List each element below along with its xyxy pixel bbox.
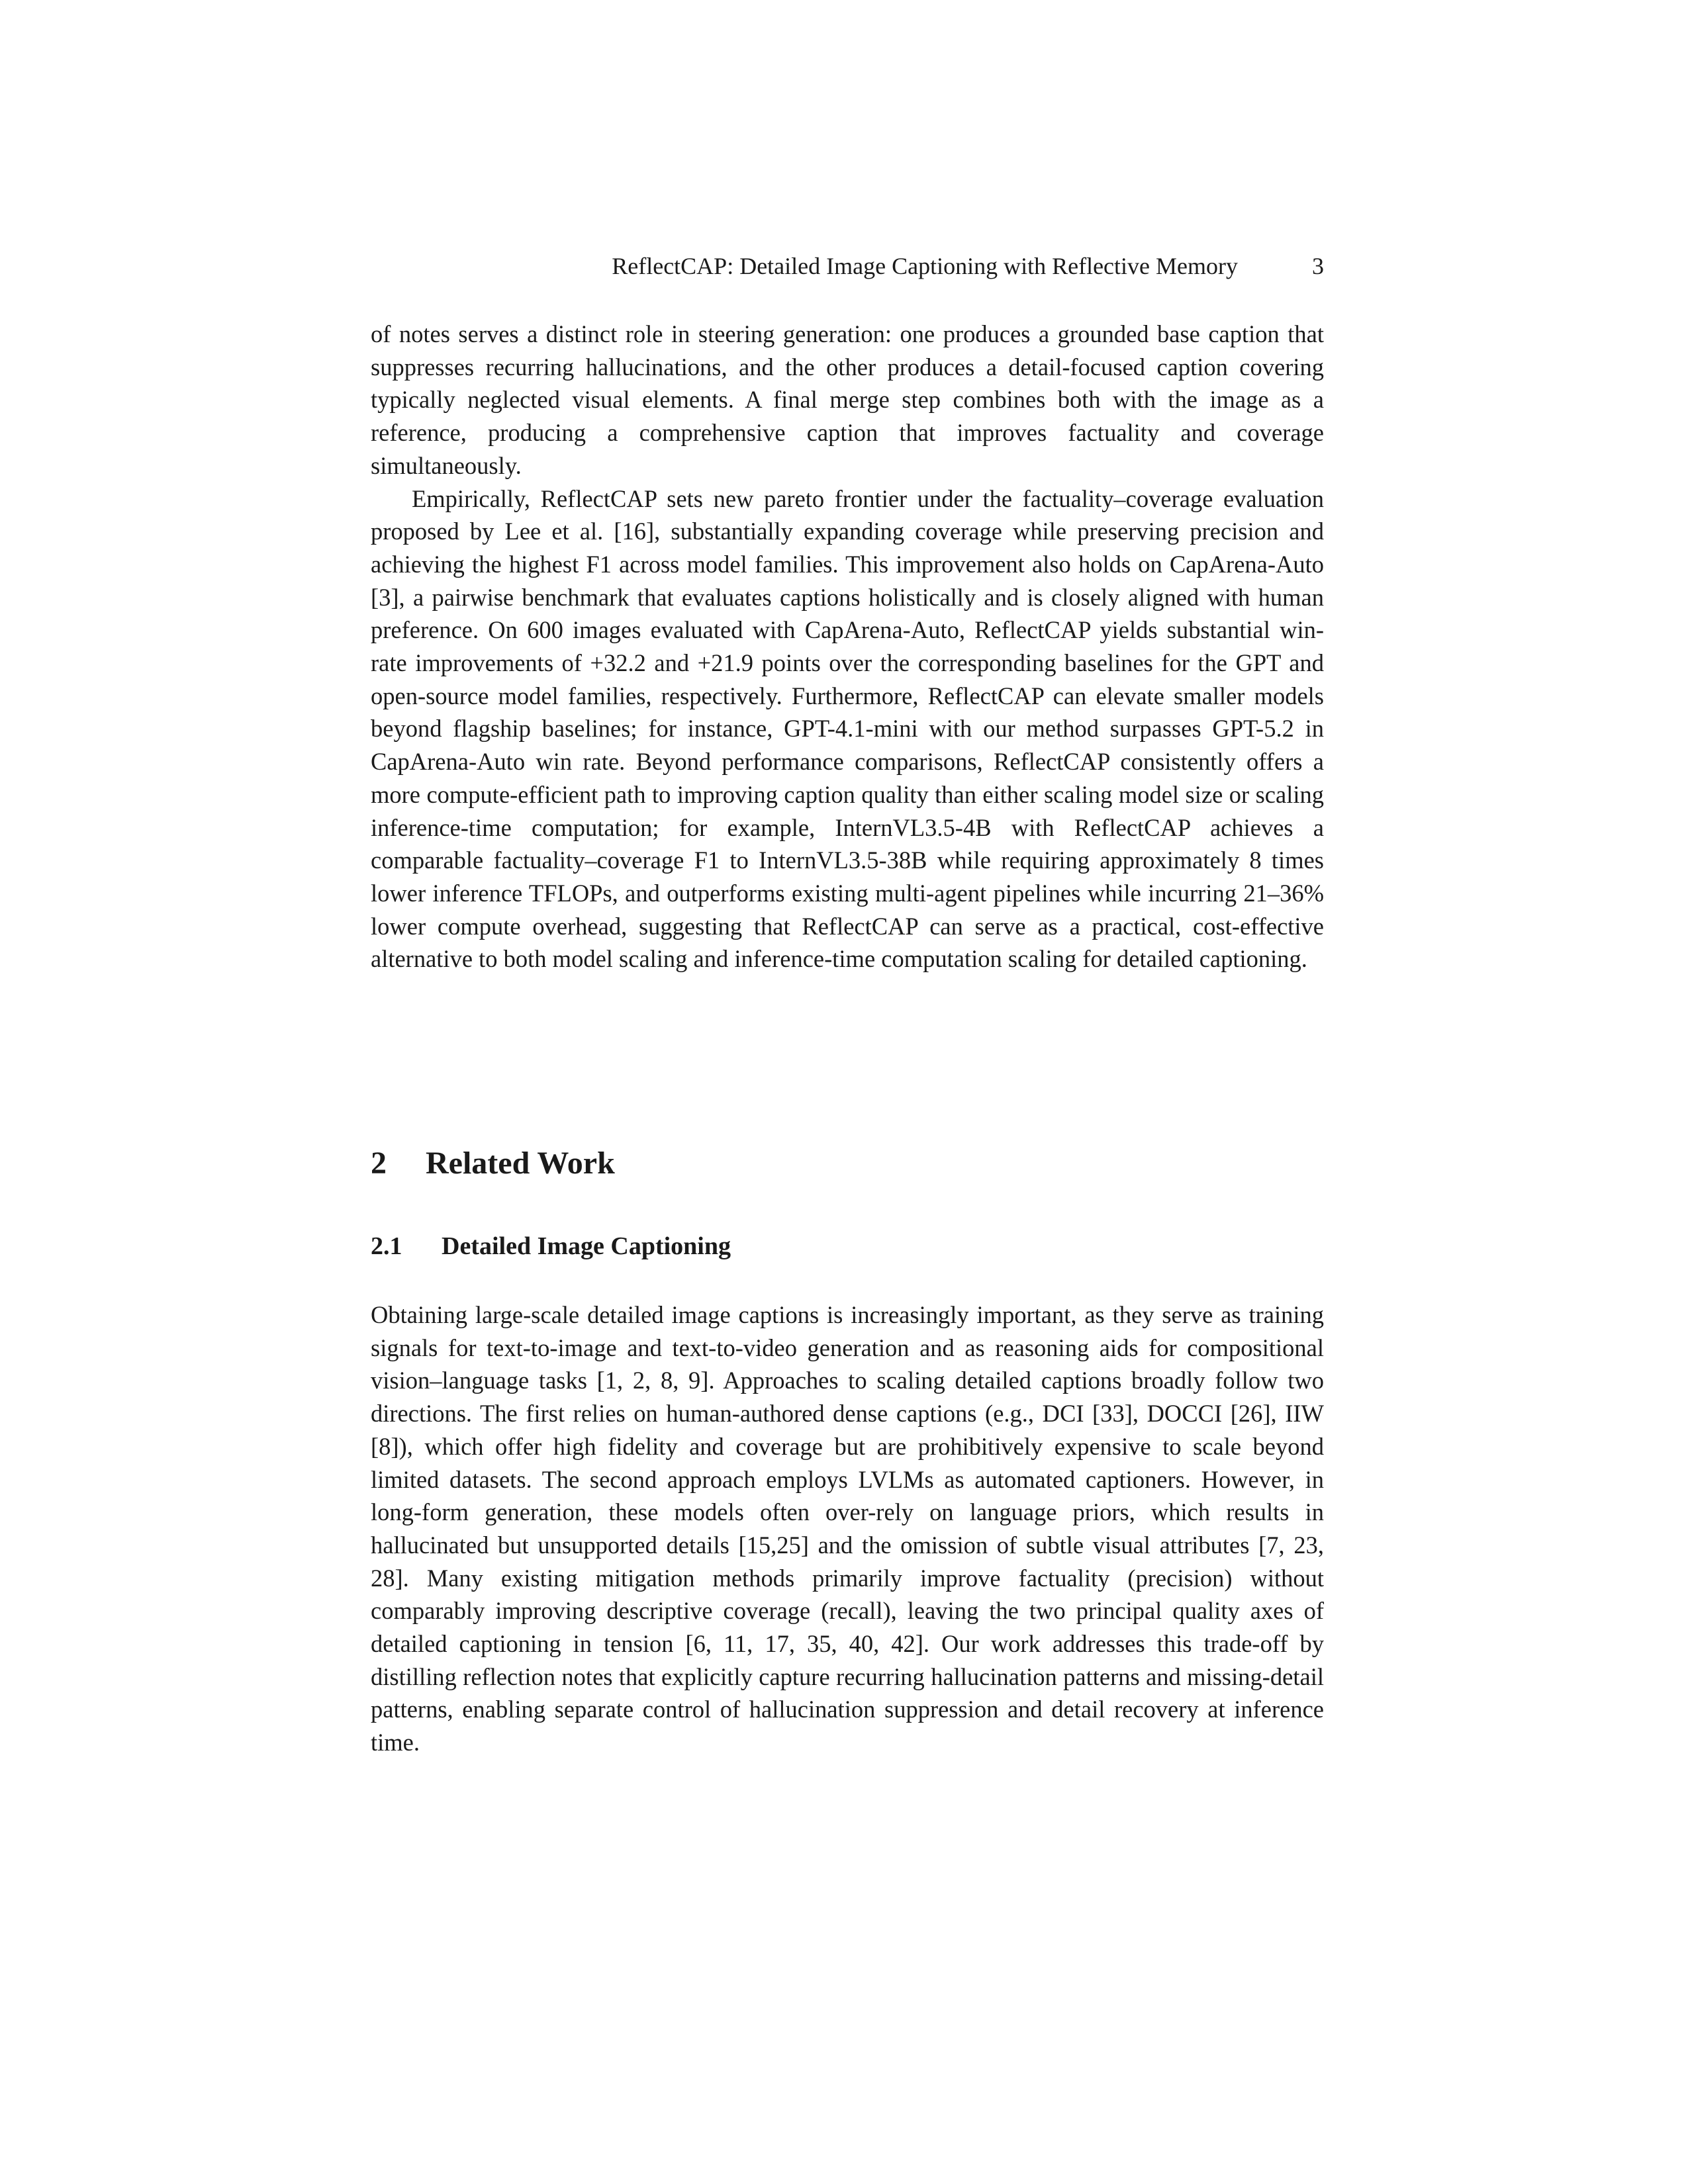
section-title: Related Work [426, 1146, 615, 1181]
related-work-paragraph: Obtaining large-scale detailed image captions is increasingly important, as they serve as training signals for text-to-image and text-to-video generation and as reasoning aids for compositional vision–language tasks [1, 2, 8, 9]. Approaches to scaling detailed captions broadly follow two directions. The first relies on human-authored dense captions (e.g., DCI [33], DOCCI [26], IIW [8]), which offer high fidelity and coverage but are prohibitively expensive to scale beyond limited datasets. The second approach employs LVLMs as automated captioners. However, in long-form generation, these models often over-rely on language priors, which results in hallucinated but unsupported details [15,25] and the omission of subtle visual attributes [7, 23, 28]. Many existing mitigation methods primarily improve factuality (precision) without comparably improving descriptive coverage (recall), leaving the two principal quality axes of detailed captioning in tension [6, 11, 17, 35, 40, 42]. Our work addresses this trade-off by distilling reflection notes that explicitly capture recurring hallucination patterns and missing-detail patterns, enabling separate control of hallucination suppression and detail recovery at inference time. [371, 1301, 1324, 1756]
subsection-heading-detailed-captioning [371, 1230, 731, 1263]
subsection-number: 2.1 [371, 1232, 402, 1260]
page-number: 3 [1312, 253, 1324, 279]
running-header [371, 246, 1324, 286]
introduction-continuation [371, 318, 1324, 976]
intro-paragraph-continued: of notes serves a distinct role in steering generation: one produces a grounded base caption that suppresses recurring hallucinations, and the other produces a detail-focused caption covering typically neglected visual elements. A final merge step combines both with the image as a reference, producing a comprehensive caption that improves factuality and coverage simultaneously. [371, 320, 1324, 479]
section-number: 2 [371, 1146, 387, 1181]
subsection-title: Detailed Image Captioning [442, 1232, 731, 1260]
running-header-title: ReflectCAP: Detailed Image Captioning with Reflective Memory [612, 253, 1238, 279]
intro-paragraph-empirical: Empirically, ReflectCAP sets new pareto frontier under the factuality–coverage evaluation proposed by Lee et al. [16], substantially expanding coverage while preserving precision and achieving the highest F1 across model families. This improvement also holds on CapArena-Auto [3], a pairwise benchmark that evaluates captions holistically and is closely aligned with human preference. On 600 images evaluated with CapArena-Auto, ReflectCAP yields substantial win-rate improvements of +32.2 and +21.9 points over the corresponding baselines for the GPT and open-source model families, respectively. Furthermore, ReflectCAP can elevate smaller models beyond flagship baselines; for instance, GPT-4.1-mini with our method surpasses GPT-5.2 in CapArena-Auto win rate. Beyond performance comparisons, ReflectCAP consistently offers a more compute-efficient path to improving caption quality than either scaling model size or scaling inference-time computation; for example, InternVL3.5-4B with ReflectCAP achieves a comparable factuality–coverage F1 to InternVL3.5-38B while requiring approximately 8 times lower inference TFLOPs, and outperforms existing multi-agent pipelines while incurring 21–36% lower compute overhead, suggesting that ReflectCAP can serve as a practical, cost-effective alternative to both model scaling and inference-time computation scaling for detailed captioning. [371, 484, 1324, 973]
section-heading-related-work [371, 1144, 615, 1183]
related-work-body [371, 1298, 1324, 1759]
